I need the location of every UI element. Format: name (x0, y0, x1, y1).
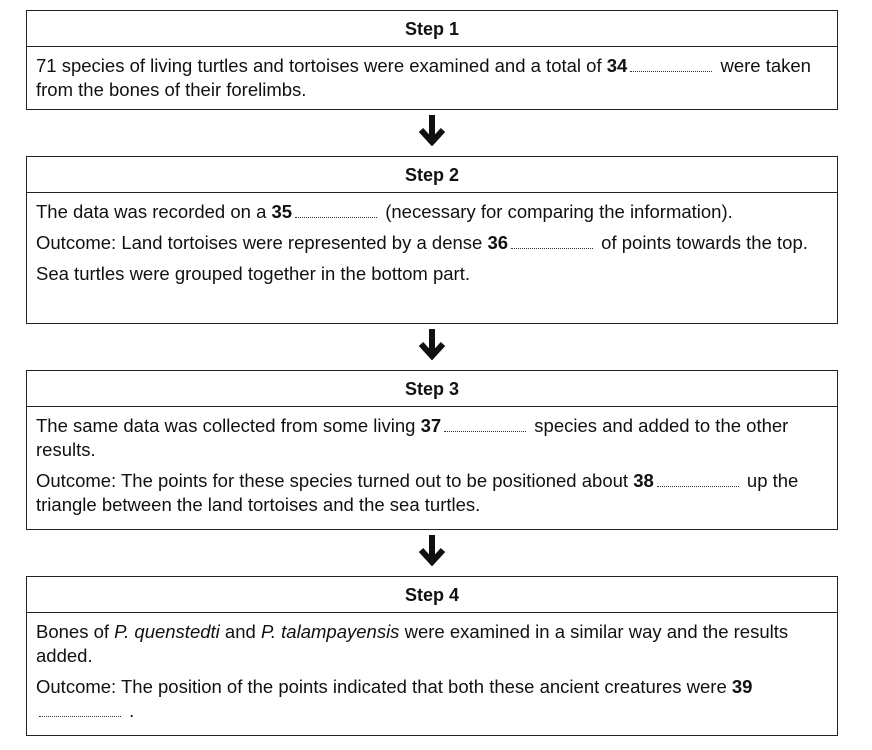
answer-gap (511, 236, 593, 249)
text-run: Outcome: Land tortoises were represented by a dense (36, 232, 488, 253)
question-number: 36 (487, 232, 509, 253)
step-text (27, 612, 837, 668)
text-run: species and added to the other results. (36, 415, 789, 460)
step-text (27, 675, 837, 723)
step-text (27, 46, 837, 102)
question-number: 38 (633, 470, 654, 491)
step-title: Step 2 (404, 165, 460, 185)
text-run: The data was recorded on a (36, 201, 272, 222)
text-run: Outcome: The points for these species turned out to be positioned about (36, 470, 634, 491)
species-name: P. talampayensis (260, 621, 400, 642)
step-text (27, 262, 837, 286)
down-arrow-icon (418, 532, 446, 566)
answer-gap (630, 59, 712, 72)
step-box-2 (26, 156, 838, 324)
text-run: . (124, 700, 135, 721)
text-run: (necessary for comparing the information). (380, 201, 733, 222)
text-run: up the triangle between the land tortoises and the sea turtles. (36, 470, 799, 515)
text-run: Bones of (36, 621, 115, 642)
step-box-4 (26, 576, 838, 736)
down-arrow-icon (418, 326, 446, 360)
answer-gap (444, 419, 526, 432)
text-run: of points towards the top. (596, 232, 808, 253)
text-run: Outcome: The position of the points indicated that both these ancient creatures were (36, 676, 732, 697)
step-box-3 (26, 370, 838, 530)
step-title: Step 4 (404, 585, 460, 605)
question-number: 34 (606, 55, 628, 76)
step-text (27, 192, 837, 224)
text-run: were examined in a similar way and the results added. (36, 621, 789, 666)
answer-gap (657, 474, 739, 487)
down-arrow-icon (418, 112, 446, 146)
step-text (27, 406, 837, 462)
step-text (27, 231, 837, 255)
step-title: Step 1 (404, 19, 460, 39)
step-title: Step 3 (404, 379, 460, 399)
answer-gap (39, 704, 121, 717)
question-number: 35 (271, 201, 293, 222)
step-text (27, 469, 837, 517)
text-run: The same data was collected from some living (36, 415, 421, 436)
text-run: 71 species of living turtles and tortoises were examined and a total of (36, 55, 607, 76)
species-name: P. quenstedti (114, 621, 220, 642)
question-number: 39 (731, 676, 753, 697)
answer-gap (295, 205, 377, 218)
text-run: Sea turtles were grouped together in the bottom part. (36, 263, 470, 284)
text-run: and (219, 621, 261, 642)
text-run: were taken from the bones of their forelimbs. (36, 55, 811, 100)
step-box-1 (26, 10, 838, 110)
question-number: 37 (420, 415, 442, 436)
